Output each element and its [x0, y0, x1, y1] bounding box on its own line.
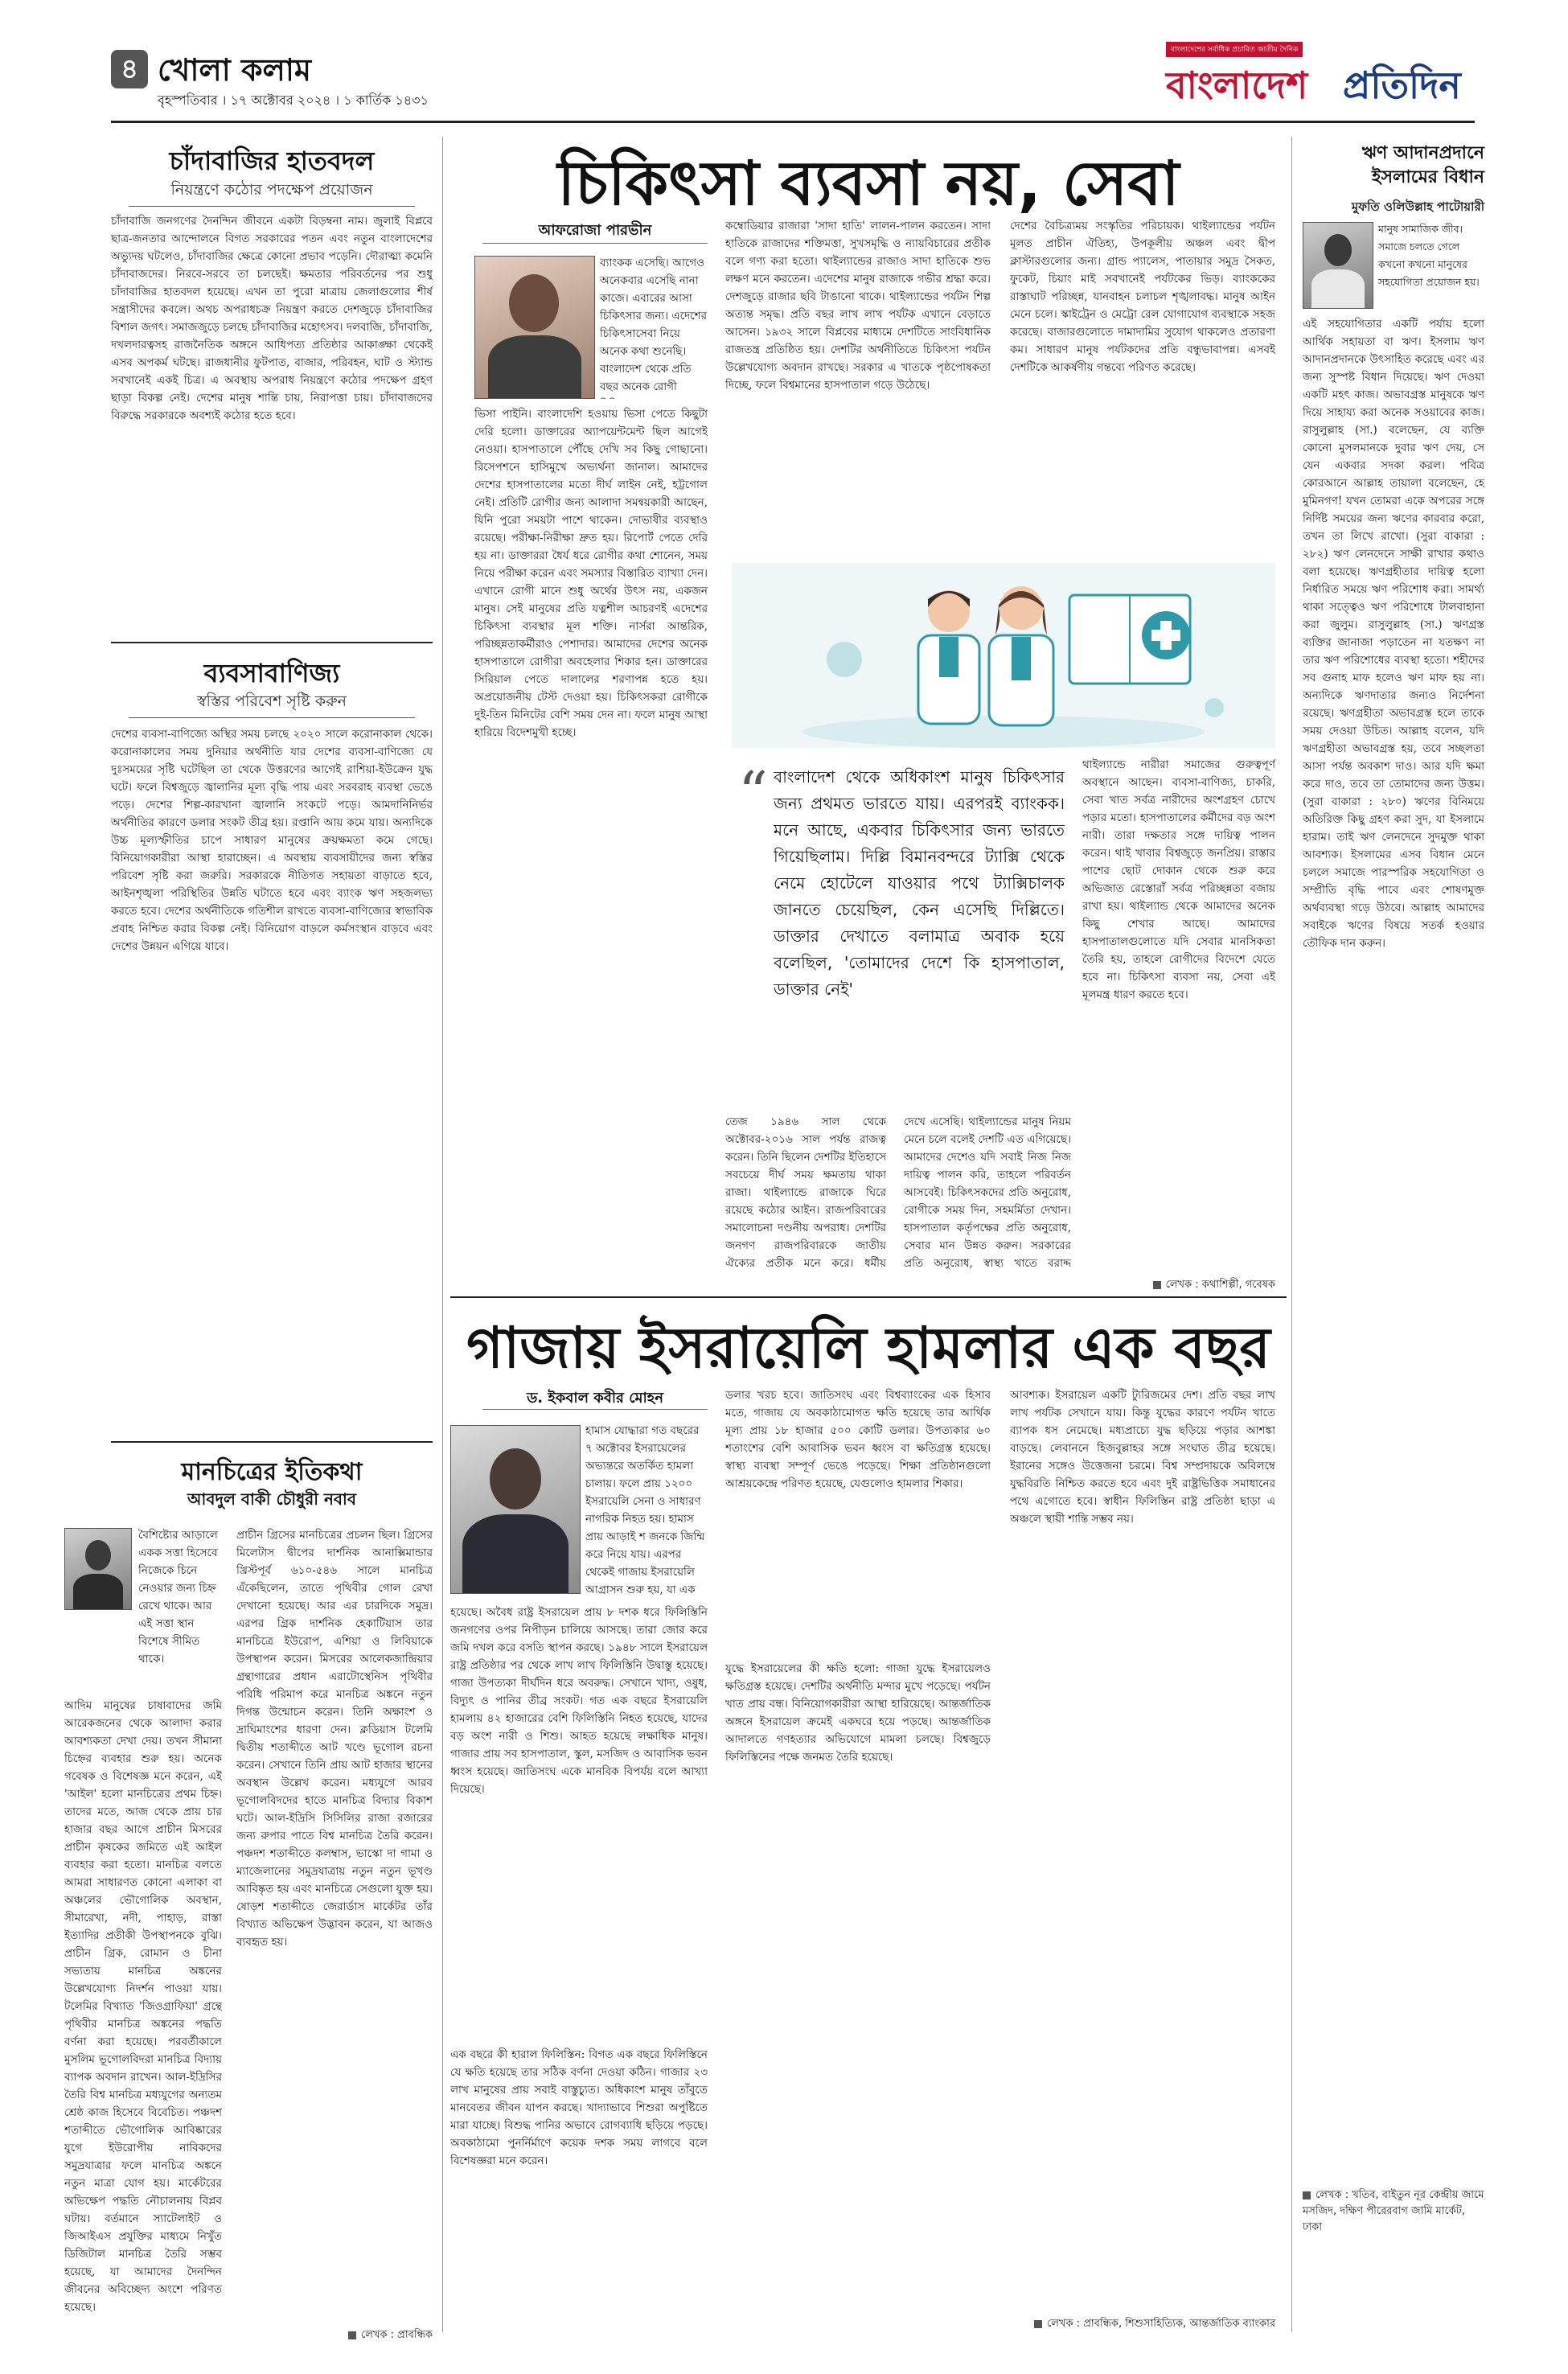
health-author-photo: [474, 256, 595, 399]
health-pullquote: বাংলাদেশ থেকে অধিকাংশ মানুষ চিকিৎসার জন্য প্রথমত ভারতে যায়। এরপরই ব্যাংকক। মনে আছে, একবার চিকিৎসার জন্য ভারতে গিয়েছিলাম। দিল্লি বিমানবন্দরে ট্যাক্সি থেকে নেমে হোটেলে যাওয়ার পথে ট্যাক্সিচালক জানতে চেয়েছিল, কেন এসেছি দিল্লিতে। ডাক্তার দেখাতে বলামাত্র অবাক হয়ে বলেছিল, 'তোমাদের দেশে কি হাসপাতাল, ডাক্তার নেই': [774, 767, 1065, 999]
map-article-body-top: বৈশিষ্ট্যের আড়ালে একক সত্তা হিসেবে নিজেকে চিনে নেওয়ার জন্য চিহ্ন রেখে থাকে। আর এই সত্তা স্থান বিশেষে সীমিত থাকে।: [138, 1529, 218, 1665]
masthead-rule: [111, 121, 1475, 123]
masthead-brand-part1: বাংলাদেশ: [1166, 64, 1308, 107]
health-article-body-1: ভিসা পাইনি। বাংলাদেশি হওয়ায় ভিসা পেতে কিছুটা দেরি হলো। ডাক্তারের অ্যাপয়েন্টমেন্ট ছিল আগেই নেওয়া। হাসপাতালে পৌঁছে দেখি সব কিছু গোছানো। রিসেপশনে হাসিমুখে অভ্যর্থনা জানাল। আমাদের দেশের হাসপাতালের মতো দীর্ঘ লাইন নেই, হট্টগোল নেই। প্রতিটি রোগীর জন্য আলাদা সমন্বয়কারী আছেন, যিনি পুরো সময়টা পাশে থাকেন। দোভাষীর ব্যবস্থাও রয়েছে। পরীক্ষা-নিরীক্ষা দ্রুত হয়। রিপোর্ট পেতে দেরি হয় না। ডাক্তাররা ধৈর্য ধরে রোগীর কথা শোনেন, সময় নিয়ে পরীক্ষা করেন এবং সমস্যার বিস্তারিত ব্যাখ্যা দেন। এখানে রোগী মানে শুধু অর্থের উৎস নয়, একজন মানুষ। সেই মানুষের প্রতি যত্নশীল আচরণই এদেশের চিকিৎসা ব্যবস্থার মূল শক্তি। নার্সরা আন্তরিক, পরিচ্ছন্নতাকর্মীরাও পেশাদার। আমাদের দেশের অনেক হাসপাতালে রোগীরা অবহেলার শিকার হন। ডাক্তারের সিরিয়াল পেতে দালালের শরণাপন্ন হতে হয়। অপ্রয়োজনীয় টেস্ট দেওয়া হয়। চিকিৎসকরা রোগীকে দুই-তিন মিনিটের বেশি সময় দেন না। ফলে মানুষ আস্থা হারিয়ে বিদেশমুখী হচ্ছে।: [474, 408, 708, 739]
gaza-article-body-5: আবশ্যক। ইসরায়েল একটি ট্যুরিজমের দেশ। প্রতি বছর লাখ লাখ পর্যটক সেখানে যায়। কিন্তু যুদ্ধের কারণে পর্যটন খাতে ব্যাপক ধস নেমেছে। মধ্যপ্রাচ্যে যুদ্ধ ছড়িয়ে পড়ার আশঙ্কা বাড়ছে। লেবাননে হিজবুল্লাহর সঙ্গে সংঘাত তীব্র হয়েছে। ইরানের সঙ্গেও উত্তেজনা চরমে। বিশ্ব সম্প্রদায়কে অবিলম্বে যুদ্ধবিরতি নিশ্চিত করতে হবে এবং দুই রাষ্ট্রভিত্তিক সমাধানের পথে এগোতে হবে। স্বাধীন ফিলিস্তিন রাষ্ট্র প্রতিষ্ঠা ছাড়া এ অঞ্চলে স্থায়ী শান্তি সম্ভব নয়।: [1010, 1389, 1275, 1526]
health-article-body-3: দেশের বৈচিত্র্যময় সংস্কৃতির পরিচায়ক। থাইল্যান্ডের পর্যটন মূলত প্রাচীন ঐতিহ্য, উপকূলীয় অঞ্চল এবং দ্বীপ ক্লাস্টারগুলোর জন্য। গ্রান্ড প্যালেস, পাতায়ার সমুদ্র সৈকত, ফুকেট, চিয়াং মাই সবখানেই পর্যটকের ভিড়। ব্যাংককের রাস্তাঘাট পরিচ্ছন্ন, যানবাহন চলাচল শৃঙ্খলাবদ্ধ। মানুষ আইন মেনে চলে। স্কাইট্রেন ও মেট্রো রেল যোগাযোগ ব্যবস্থাকে সহজ করেছে। বাজারগুলোতে দামাদামির সুযোগ থাকলেও প্রতারণা কম। সাধারণ মানুষ পর্যটকদের প্রতি বন্ধুভাবাপন্ন। এসবই দেশটিকে আকর্ষণীয় গন্তব্যে পরিণত করেছে।: [1010, 220, 1275, 374]
editorial-2-body: দেশের ব্যবসা-বাণিজ্যে অস্থির সময় চলছে ২০২০ সালে করোনাকাল থেকে। করোনাকালের সময় দুনিয়ার অর্থনীতি যার দেশের ব্যবসা-বাণিজ্যে যে দুঃসময়ের সৃষ্টি ঘটেছিল তা থেকে উত্তরণের আগেই রাশিয়া-ইউক্রেন যুদ্ধ ঘটে। ফলে বিশ্বজুড়ে জ্বালানির মূল্য বৃদ্ধি পায় এবং সরবরাহ ব্যবস্থা ভেঙে পড়ে। দেশের শিল্প-কারখানা জ্বালানি সংকটে পড়ে। আমদানিনির্ভর অর্থনীতির কারণে ডলার সংকট তীব্র হয়। রপ্তানি আয় কমে যায়। অন্যদিকে উচ্চ মূল্যস্ফীতির চাপে সাধারণ মানুষের ক্রয়ক্ষমতা কমে গেছে। বিনিয়োগকারীরা আস্থা হারাচ্ছেন। এ অবস্থায় ব্যবসায়ীদের জন্য স্বস্তির পরিবেশ সৃষ্টি করা জরুরি। সরকারকে নীতিগত সহায়তা বাড়াতে হবে, আইনশৃঙ্খলা পরিস্থিতির উন্নতি ঘটাতে হবে এবং ব্যাংক ঋণ সহজলভ্য করতে হবে। দেশের অর্থনীতিকে গতিশীল রাখতে ব্যবসা-বাণিজ্যের স্বাভাবিক প্রবাহ নিশ্চিত করার বিকল্প নেই। বিনিয়োগ বাড়লে কর্মসংস্থান বাড়বে এবং দেশের উন্নয়ন এগিয়ে যাবে।: [111, 728, 433, 953]
left-divider-1: [111, 642, 433, 643]
gaza-byline-rule: [482, 1409, 708, 1410]
islam-author-photo: [1303, 222, 1373, 309]
gaza-article-body-side: হামাস যোদ্ধারা গত বছরের ৭ অক্টোবর ইসরায়েলের অভ্যন্তরে অতর্কিত হামলা চালায়। ফলে প্রায় ১২০০ ইসরায়েলি সেনা ও সাধারণ নাগরিক নিহত হয়। হামাস প্রায় আড়াই শ জনকে জিম্মি করে নিয়ে যায়। এরপর থেকেই গাজায় ইসরায়েলি আগ্রাসন শুরু হয়, যা এক: [585, 1424, 705, 1596]
gaza-article-author: ড. ইকবাল কবীর মোহন: [527, 1390, 663, 1407]
editorial-1-body: চাঁদাবাজি জনগণের দৈনন্দিন জীবনে একটা বিড়ম্বনা নাম। জুলাই বিপ্লবে ছাত্র-জনতার আন্দোলনে বিগত সরকারের পতন এবং নতুন বাংলাদেশের অভ্যুদয় ঘটলেও, চাঁদাবাজির ক্ষেত্রে কোনো প্রভাব পড়েনি। দৌরাত্ম্য কমেনি চাঁদাবাজদের। নিরবে-সরবে তা চলছেই। ক্ষমতার পরিবর্তনের পর শুধু চাঁদাবাজির হাতবদল হয়েছে। এখন তা পুরো মাত্রায় জেলাগুলোর শীর্ষ সন্ত্রাসীদের কবলে। অথচ অপরাধচক্র নিয়ন্ত্রণ করতে দেশজুড়ে চাঁদাবাজির বিশাল জগৎ। সমাজজুড়ে চলছে চাঁদাবাজির মহোৎসব। দলবাজি, চাঁদাবাজি, দখলদারত্বসহ রাজনৈতিক অঙ্গনে আধিপত্য প্রতিষ্ঠার আকাঙ্ক্ষা থেকেই এসব অপকর্ম ঘটছে। রাজধানীর ফুটপাত, বাজার, পরিবহন, ঘাট ও স্ট্যান্ড সবখানেই একই চিত্র। এ অবস্থায় অপরাধ নিয়ন্ত্রণে কঠোর পদক্ষেপ গ্রহণ ছাড়া বিকল্প নেই। দেশের মানুষ শান্তি চায়, নিরাপত্তা চায়। চাঁদাবাজদের বিরুদ্ধে সরকারকে অবশ্যই কঠোর হতে হবে।: [111, 215, 433, 422]
islam-article-author: মুফতি ওলিউল্লাহ পাটোয়ারী: [1351, 199, 1484, 214]
masthead-logo[interactable]: [1166, 42, 1472, 114]
islam-article-body-side: মানুষ সামাজিক জীব। সমাজে চলতে গেলে কখনো কখনো মানুষের সহযোগিতা প্রয়োজন হয়।: [1378, 223, 1480, 288]
map-article-body: আদিম মানুষের চাষাবাদের জমি আরেকজনের থেকে আলাদা করার আবশ্যকতা দেখা দেয়। তখন সীমানা চিহ্নের ব্যবহার শুরু হয়। অনেক গবেষক ও বিশেষজ্ঞ মনে করেন, এই 'আইল' হলো মানচিত্রের প্রথম চিহ্ন। তাদের মতে, আজ থেকে প্রায় চার হাজার বছর আগে প্রাচীন মিসরের প্রাচীন কৃষকের জমিতে এই আইল ব্যবহার করা হতো। মানচিত্র বলতে আমরা সাধারণত কোনো এলাকা বা অঞ্চলের ভৌগোলিক অবস্থান, সীমারেখা, নদী, পাহাড়, রাস্তা ইত্যাদির প্রতীকী উপস্থাপনকে বুঝি। প্রাচীন গ্রিক, রোমান ও চীনা সভ্যতায় মানচিত্র অঙ্কনের উল্লেখযোগ্য নিদর্শন পাওয়া যায়। টলেমির বিখ্যাত 'জিওগ্রাফিয়া' গ্রন্থে পৃথিবীর মানচিত্র অঙ্কনের পদ্ধতি বর্ণনা করা হয়েছে। পরবর্তীকালে মুসলিম ভূগোলবিদরা মানচিত্র বিদ্যায় ব্যাপক অবদান রাখেন। আল-ইদ্রিসির তৈরি বিশ্ব মানচিত্র মধ্যযুগের অন্যতম শ্রেষ্ঠ কাজ হিসেবে বিবেচিত। পঞ্চদশ শতাব্দীতে ভৌগোলিক আবিষ্কারের যুগে ইউরোপীয় নাবিকদের সমুদ্রযাত্রার ফলে মানচিত্র অঙ্কনে নতুন মাত্রা যোগ হয়। মার্কেটরের অভিক্ষেপ পদ্ধতি নৌচালনায় বিপ্লব ঘটায়। বর্তমানে স্যাটেলাইট ও জিআইএস প্রযুক্তির মাধ্যমে নিখুঁত ডিজিটাল মানচিত্র তৈরি সম্ভব হয়েছে, যা আমাদের দৈনন্দিন জীবনের অবিচ্ছেদ্য অংশে পরিণত হয়েছে।: [64, 1699, 222, 2314]
health-article-body-5: তেজ ১৯৪৬ সাল থেকে অক্টোবর-২০১৬ সাল পর্যন্ত রাজত্ব করেন। তিনি ছিলেন দেশটির ইতিহাসে সবচেয়ে দীর্ঘ সময় ক্ষমতায় থাকা রাজা। থাইল্যান্ডে রাজাকে ঘিরে রয়েছে কঠোর আইন। রাজপরিবারের সমালোচনা দণ্ডনীয় অপরাধ। দেশটির জনগণ রাজপরিবারকে জাতীয় ঐক্যের প্রতীক মনে করে। ধর্মীয়: [725, 1115, 886, 1270]
doctor-illustration: [732, 563, 1275, 748]
health-article-body-4: থাইল্যান্ডে নারীরা সমাজের গুরুত্বপূর্ণ অবস্থানে আছেন। ব্যবসা-বাণিজ্য, চাকরি, সেবা খাত সর্বত্র নারীদের অংশগ্রহণ চোখে পড়ার মতো। হাসপাতালের কর্মীদের বড় অংশ নারী। তারা দক্ষতার সঙ্গে দায়িত্ব পালন করেন। থাই খাবার বিশ্বজুড়ে জনপ্রিয়। রাস্তার পাশের ছোট দোকান থেকে শুরু করে অভিজাত রেস্তোরাঁ সর্বত্র পরিচ্ছন্নতা বজায় রাখা হয়। থাইল্যান্ড থেকে আমাদের অনেক কিছু শেখার আছে। আমাদের হাসপাতালগুলোতে যদি সেবার মানসিকতা তৈরি হয়, তাহলে রোগীদের বিদেশে যেতে হবে না। চিকিৎসা ব্যবসা নয়, সেবা এই মূলমন্ত্র ধারণ করতে হবে।: [1082, 758, 1275, 1001]
gaza-article-body-4: যুদ্ধে ইসরায়েলের কী ক্ষতি হলো: গাজা যুদ্ধে ইসরায়েলও ক্ষতিগ্রস্ত হয়েছে। দেশটির অর্থনীতি মন্দার মুখে পড়েছে। পর্যটন খাত প্রায় বন্ধ। বিনিয়োগকারীরা আস্থা হারিয়েছে। আন্তর্জাতিক অঙ্গনে ইসরায়েল ক্রমেই একঘরে হয়ে পড়ছে। আন্তর্জাতিক আদালতে গণহত্যার অভিযোগে মামলা চলছে। বিশ্বজুড়ে ফিলিস্তিনের পক্ষে জনমত তৈরি হয়েছে।: [725, 1662, 991, 1764]
health-byline-rule: [482, 243, 708, 244]
health-article-author: আফরোজা পারভীন: [538, 222, 652, 239]
gaza-article-body-3: ডলার খরচ হবে। জাতিসংঘ এবং বিশ্বব্যাংকের এক হিসাব মতে, গাজায় যে অবকাঠামোগত ক্ষতি হয়েছে তার আর্থিক মূল্য প্রায় ১৮ হাজার ৫০০ কোটি ডলার। উপত্যকার ৬০ শতাংশের বেশি আবাসিক ভবন ধ্বংস বা ক্ষতিগ্রস্ত হয়েছে। স্বাস্থ্য ব্যবস্থা সম্পূর্ণ ভেঙে পড়েছে। শিক্ষা প্রতিষ্ঠানগুলো আশ্রয়কেন্দ্রে পরিণত হয়েছে, যেগুলোও হামলার শিকার।: [725, 1389, 991, 1490]
editorial-1-rule: [129, 206, 415, 207]
editorial-2-subtitle: স্বস্তির পরিবেশ সৃষ্টি করুন: [196, 692, 347, 710]
map-article-author: আবদুল বাকী চৌধুরী নবাব: [187, 1489, 356, 1509]
islam-article-body: এই সহযোগিতার একটি পর্যায় হলো আর্থিক সহায়তা বা ঋণ। ইসলাম ঋণ আদানপ্রদানকে উৎসাহিত করেছে এবং এর জন্য সুস্পষ্ট বিধান দিয়েছে। ঋণ দেওয়া একটি মহৎ কাজ। অভাবগ্রস্ত মানুষকে ঋণ দিয়ে সাহায্য করা অনেক সওয়াবের কাজ। রাসুলুল্লাহ (সা.) বলেছেন, যে ব্যক্তি কোনো মুসলমানকে দুবার ঋণ দেয়, সে যেন একবার সদকা করল। পবিত্র কোরআনে আল্লাহ তায়ালা বলেছেন, হে মুমিনগণ! যখন তোমরা একে অপরের সঙ্গে নির্দিষ্ট সময়ের জন্য ঋণের কারবার করো, তখন তা লিখে রাখো। (সুরা বাকারা : ২৮২) ঋণ লেনদেনে সাক্ষী রাখার কথাও বলা হয়েছে। ঋণগ্রহীতার দায়িত্ব হলো নির্ধারিত সময়ে ঋণ পরিশোধ করা। সামর্থ্য থাকা সত্ত্বেও ঋণ পরিশোধে টালবাহানা করা জুলুম। রাসুলুল্লাহ (সা.) ঋণগ্রস্ত ব্যক্তির জানাজা পড়াতেন না যতক্ষণ না তার ঋণ পরিশোধের ব্যবস্থা হতো। শহীদের সব গুনাহ মাফ হলেও ঋণ মাফ হয় না। অন্যদিকে ঋণদাতার জন্যও নির্দেশনা রয়েছে। ঋণগ্রহীতা অভাবগ্রস্ত হলে তাকে সময় দেওয়া উচিত। আল্লাহ বলেন, যদি ঋণগ্রহীতা অভাবগ্রস্ত হয়, তবে সচ্ছলতা আসা পর্যন্ত অবকাশ দাও। আর যদি ক্ষমা করে দাও, তবে তা তোমাদের জন্য উত্তম। (সুরা বাকারা : ২৮০) ঋণের বিনিময়ে অতিরিক্ত কিছু গ্রহণ করা সুদ, যা ইসলামে হারাম। তাই ঋণ লেনদেনে সুদমুক্ত থাকা আবশ্যক। ইসলামের এসব বিধান মেনে চললে সমাজে পারস্পরিক সহযোগিতা ও সম্প্রীতি বৃদ্ধি পাবে এবং শোষণমুক্ত অর্থব্যবস্থা গড়ে উঠবে। আল্লাহ আমাদের সবাইকে ঋণের বিষয়ে সতর্ক হওয়ার তৌফিক দান করুন।: [1303, 318, 1484, 950]
health-article-body-6: দেখে এসেছি। থাইল্যান্ডের মানুষ নিয়ম মেনে চলে বলেই দেশটি এত এগিয়েছে। আমাদের দেশেও যদি সবাই নিজ নিজ দায়িত্ব পালন করি, তাহলে পরিবর্তন আসবেই। চিকিৎসকদের প্রতি অনুরোধ, রোগীকে সময় দিন, সহমর্মিতা দেখান। হাসপাতাল কর্তৃপক্ষের প্রতি অনুরোধ, সেবার মান উন্নত করুন। সরকারের প্রতি অনুরোধ, স্বাস্থ্য খাতে বরাদ্দ: [904, 1115, 1071, 1270]
health-article-title: চিকিৎসা ব্যবসা নয়, সেবা: [557, 147, 1180, 219]
editorial-1-subtitle: নিয়ন্ত্রণে কঠোর পদক্ষেপ প্রয়োজন: [170, 181, 373, 199]
gaza-article-title: গাজায় ইসরায়েলি হামলার এক বছর: [466, 1315, 1270, 1381]
masthead-tagline: বাংলাদেশের সর্বাধিক প্রচারিত জাতীয় দৈনিক: [1166, 42, 1303, 57]
editorial-2-title: ব্যবসাবাণিজ্য: [203, 658, 340, 688]
gaza-article-body-2: এক বছরে কী হারাল ফিলিস্তিন: বিগত এক বছরে ফিলিস্তিনে যে ক্ষতি হয়েছে তার সঠিক বর্ণনা দেওয়া কঠিন। গাজার ২৩ লাখ মানুষের প্রায় সবাই বাস্তুচ্যুত। অধিকাংশ মানুষ তাঁবুতে মানবেতর জীবন যাপন করছে। খাদ্যাভাবে শিশুরা অপুষ্টিতে মারা যাচ্ছে। বিশুদ্ধ পানির অভাবে রোগব্যাধি ছড়িয়ে পড়ছে। অবকাঠামো পুনর্নির্মাণে কয়েক দশক সময় লাগবে বলে বিশেষজ্ঞরা মনে করেন।: [450, 2048, 708, 2167]
gaza-article-body-1: হয়েছে। অবৈধ রাষ্ট্র ইসরায়েল প্রায় ৮ দশক ধরে ফিলিস্তিনি জনগণের ওপর নিপীড়ন চালিয়ে আসছে। তারা জোর করে জমি দখল করে বসতি স্থাপন করছে। ১৯৪৮ সালে ইসরায়েল রাষ্ট্র প্রতিষ্ঠার পর থেকে লাখ লাখ ফিলিস্তিনি উদ্বাস্তু হয়েছে। গাজা উপত্যকা দীর্ঘদিন ধরে অবরুদ্ধ। সেখানে খাদ্য, ওষুধ, বিদ্যুৎ ও পানির তীব্র সংকট। গত এক বছরে ইসরায়েলি হামলায় ৪২ হাজারের বেশি ফিলিস্তিনি নিহত হয়েছে, যাদের বড় অংশ নারী ও শিশু। আহত হয়েছে লক্ষাধিক মানুষ। গাজার প্রায় সব হাসপাতাল, স্কুল, মসজিদ ও আবাসিক ভবন ধ্বংস হয়েছে। জাতিসংঘ একে মানবিক বিপর্যয় বলে আখ্যা দিয়েছে।: [450, 1606, 708, 1796]
quote-mark-icon: “: [738, 759, 768, 827]
masthead-brand-part2: প্রতিদিন: [1343, 64, 1461, 107]
editorial-2-rule: [129, 717, 415, 718]
page-number-badge: ৪: [111, 50, 148, 88]
health-author-note: লেখক : কথাশিল্পী, গবেষক: [1045, 1277, 1275, 1294]
map-author-note: লেখক : প্রাবন্ধিক: [236, 2327, 433, 2344]
health-article-body-side: ব্যাংকক এসেছি। আগেও অনেকবার এসেছি নানা কাজে। এবারের আসা চিকিৎসার জন্য। এদেশের চিকিৎসাসেবা নিয়ে অনেক কথা শুনেছি। বাংলাদেশ থেকে প্রতি বছর অনেক রোগী: [600, 257, 708, 393]
gaza-author-photo: [450, 1425, 581, 1594]
section-name: খোলা কলাম: [158, 52, 311, 88]
map-article-title: মানচিত্রের ইতিকথা: [181, 1458, 363, 1486]
map-author-photo: [64, 1528, 132, 1610]
date-line: বৃহস্পতিবার । ১৭ অক্টোবর ২০২৪ । ১ কার্তিক ১৪৩১: [158, 92, 429, 108]
map-article-body-col2: প্রাচীন গ্রিসের মানচিত্রের প্রচলন ছিল। গ্রিসের মিলেটাস দ্বীপের দার্শনিক আনাক্সিমান্ডার খ্রিস্টপূর্ব ৬১০-৫৪৬ সালে মানচিত্র এঁকেছিলেন, তাতে পৃথিবীর গোল রেখা দেখানো হয়েছে। আর এর চারদিকে সমুদ্র। এরপর গ্রিক দার্শনিক হেকাটিয়াস তার মানচিত্রে ইউরোপ, এশিয়া ও লিবিয়াকে উপস্থাপন করেন। মিসরের আলেকজান্দ্রিয়ার গ্রন্থাগারের প্রধান এরাটোস্থেনিস পৃথিবীর পরিধি পরিমাপ করে মানচিত্র অঙ্কনে নতুন দিগন্ত উন্মোচন করেন। তিনি অক্ষাংশ ও দ্রাঘিমাংশের ধারণা দেন। ক্লডিয়াস টলেমি দ্বিতীয় শতাব্দীতে আট খণ্ডে ভূগোল রচনা করেন। সেখানে তিনি প্রায় আট হাজার স্থানের অবস্থান উল্লেখ করেন। মধ্যযুগে আরব ভূগোলবিদদের হাতে মানচিত্র বিদ্যার বিকাশ ঘটে। আল-ইদ্রিসি সিসিলির রাজা রজারের জন্য রুপার পাতে বিশ্ব মানচিত্র তৈরি করেন। পঞ্চদশ শতাব্দীতে কলম্বাস, ভাস্কো দা গামা ও ম্যাজেলানের সমুদ্রযাত্রায় নতুন নতুন ভূখণ্ড আবিষ্কৃত হয় এবং মানচিত্রে সেগুলো যুক্ত হয়। ষোড়শ শতাব্দীতে জেরার্ডাস মার্কেটর তাঁর বিখ্যাত অভিক্ষেপ উদ্ভাবন করেন, যা আজও ব্যবহৃত হয়।: [236, 1529, 433, 1949]
gaza-author-note: লেখক : প্রাবন্ধিক, শিশুসাহিত্যিক, আন্তর্জাতিক ব্যাংকার: [949, 2316, 1275, 2333]
center-divider: [450, 1296, 1287, 1298]
left-divider-2: [111, 1441, 433, 1443]
health-article-body-2: কম্বোডিয়ার রাজারা 'সাদা হাতি' লালন-পালন করতেন। সাদা হাতিকে রাজাদের শক্তিমত্তা, সুখসমৃদ্ধি ও ন্যায়বিচারের প্রতীক বলে গণ্য করা হতো। থাইল্যান্ডের রাজাও সাদা হাতিকে শুভ লক্ষণ মনে করতেন। এদেশের মানুষ রাজাকে গভীর শ্রদ্ধা করে। দেশজুড়ে রাজার ছবি টাঙানো থাকে। থাইল্যান্ডের পর্যটন শিল্প অত্যন্ত সমৃদ্ধ। প্রতি বছর লাখ লাখ পর্যটক এখানে বেড়াতে আসেন। ১৯৩২ সালে বিপ্লবের মাধ্যমে দেশটিতে সাংবিধানিক রাজতন্ত্র প্রতিষ্ঠিত হয়। দেশটির অর্থনীতিতে চিকিৎসা পর্যটন উল্লেখযোগ্য অবদান রাখছে। সরকার এ খাতকে পৃষ্ঠপোষকতা দিচ্ছে, ফলে বিশ্বমানের হাসপাতাল গড়ে উঠেছে।: [725, 220, 991, 392]
column-rule-2: [1291, 137, 1292, 2332]
islam-author-note: লেখক : খতিব, বাইতুন নূর কেন্দ্রীয় জামে মসজিদ, দক্ষিণ পীরেরবাগ জামি মার্কেট, ঢাকা: [1303, 2189, 1484, 2233]
editorial-1-title: চাঁদাবাজির হাতবদল: [169, 146, 375, 176]
column-rule-1: [442, 137, 443, 2332]
islam-article-title: ঋণ আদানপ্রদানে ইসলামের বিধান: [1361, 143, 1484, 187]
